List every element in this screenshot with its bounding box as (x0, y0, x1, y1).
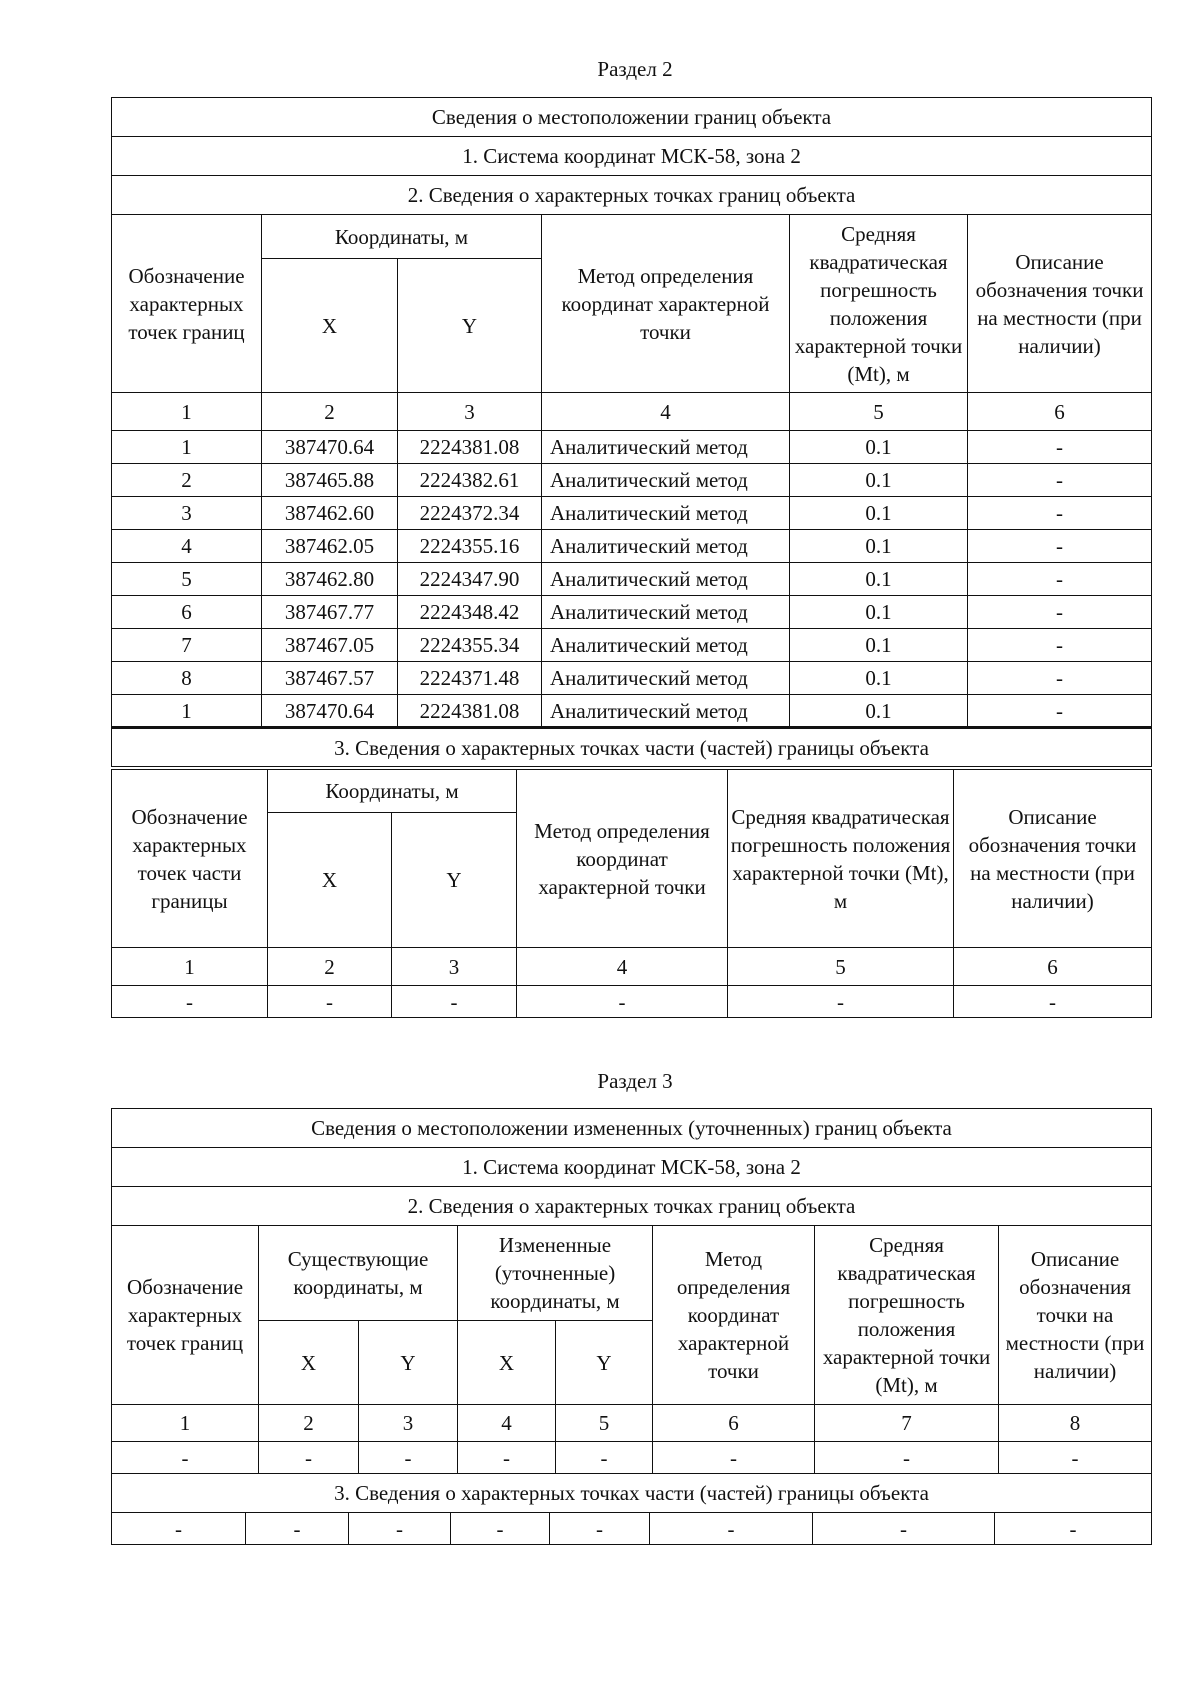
col-num: 3 (398, 393, 542, 431)
section-2-title: Раздел 2 (597, 57, 673, 81)
col-x: X (458, 1321, 556, 1405)
description: - (968, 695, 1152, 728)
cell: - (451, 1513, 550, 1545)
col-num: 4 (517, 948, 728, 986)
coord-y: 2224381.08 (398, 431, 542, 464)
table-row (112, 629, 1152, 662)
cell: - (954, 986, 1152, 1018)
col-error: Средняя квадратическая погрешность положения характерной точки (Mt), м (728, 770, 954, 948)
col-y: Y (359, 1321, 458, 1405)
error-mt: 0.1 (790, 695, 968, 728)
col-x: X (268, 813, 392, 948)
error-mt: 0.1 (790, 596, 968, 629)
method: Аналитический метод (542, 497, 790, 530)
coord-y: 2224382.61 (398, 464, 542, 497)
point-number: 1 (112, 431, 262, 464)
col-y: Y (392, 813, 517, 948)
col-num: 1 (112, 1405, 259, 1442)
table-row (112, 1442, 1152, 1474)
description: - (968, 431, 1152, 464)
col-num: 6 (954, 948, 1152, 986)
cell: - (999, 1442, 1152, 1474)
col-changed-coords: Измененные (уточненные) координаты, м (458, 1226, 653, 1321)
point-number: 2 (112, 464, 262, 497)
column-numbers-row (112, 393, 1152, 431)
col-description: Описание обозначения точки на местности (при наличии) (999, 1226, 1152, 1405)
col-method: Метод определения координат характерной точки (653, 1226, 815, 1405)
section-2-parts-table (111, 769, 1152, 1018)
description: - (968, 497, 1152, 530)
col-existing-coords: Существующие координаты, м (259, 1226, 458, 1321)
col-description: Описание обозначения точки на местности (при наличии) (968, 215, 1152, 393)
coordinate-system: 1. Система координат МСК-58, зона 2 (112, 137, 1152, 176)
table-row (112, 662, 1152, 695)
table-row (112, 563, 1152, 596)
cell: - (268, 986, 392, 1018)
cell: - (458, 1442, 556, 1474)
cell: - (112, 1442, 259, 1474)
col-method: Метод определения координат характерной точки (517, 770, 728, 948)
method: Аналитический метод (542, 629, 790, 662)
coord-y: 2224348.42 (398, 596, 542, 629)
col-coords: Координаты, м (268, 770, 517, 813)
cell: - (728, 986, 954, 1018)
cell: - (246, 1513, 349, 1545)
table-row (112, 596, 1152, 629)
cell: - (112, 1513, 246, 1545)
col-num: 2 (262, 393, 398, 431)
coord-x: 387467.77 (262, 596, 398, 629)
column-numbers-row (112, 1405, 1152, 1442)
coord-y: 2224355.34 (398, 629, 542, 662)
point-number: 3 (112, 497, 262, 530)
col-designation: Обозначение характерных точек границ (112, 215, 262, 393)
col-num: 5 (790, 393, 968, 431)
subsection-part-points: 3. Сведения о характерных точках части (частей) границы объекта (112, 728, 1152, 767)
table-row (112, 497, 1152, 530)
cell: - (517, 986, 728, 1018)
error-mt: 0.1 (790, 497, 968, 530)
col-num: 3 (359, 1405, 458, 1442)
coord-y: 2224355.16 (398, 530, 542, 563)
error-mt: 0.1 (790, 431, 968, 464)
description: - (968, 596, 1152, 629)
section-2-header: Сведения о местоположении границ объекта (112, 98, 1152, 137)
cell: - (359, 1442, 458, 1474)
method: Аналитический метод (542, 431, 790, 464)
col-num: 6 (653, 1405, 815, 1442)
cell: - (653, 1442, 815, 1474)
table-row (112, 695, 1152, 728)
coord-x: 387462.80 (262, 563, 398, 596)
section-3-parts-table (111, 1512, 1152, 1545)
error-mt: 0.1 (790, 464, 968, 497)
section-3-header: Сведения о местоположении измененных (уточненных) границ объекта (112, 1109, 1152, 1148)
col-num: 7 (815, 1405, 999, 1442)
cell: - (650, 1513, 813, 1545)
description: - (968, 464, 1152, 497)
col-error: Средняя квадратическая погрешность положения характерной точки (Mt), м (790, 215, 968, 393)
table-row (112, 431, 1152, 464)
col-y: Y (556, 1321, 653, 1405)
coord-y: 2224381.08 (398, 695, 542, 728)
col-num: 5 (556, 1405, 653, 1442)
cell: - (112, 986, 268, 1018)
method: Аналитический метод (542, 596, 790, 629)
col-num: 6 (968, 393, 1152, 431)
error-mt: 0.1 (790, 629, 968, 662)
point-number: 6 (112, 596, 262, 629)
cell: - (550, 1513, 650, 1545)
point-number: 1 (112, 695, 262, 728)
col-x: X (259, 1321, 359, 1405)
col-x: X (262, 259, 398, 393)
coord-x: 387467.57 (262, 662, 398, 695)
method: Аналитический метод (542, 695, 790, 728)
cell: - (995, 1513, 1152, 1545)
error-mt: 0.1 (790, 563, 968, 596)
coord-x: 387462.05 (262, 530, 398, 563)
description: - (968, 530, 1152, 563)
col-coords: Координаты, м (262, 215, 542, 259)
point-number: 7 (112, 629, 262, 662)
cell: - (259, 1442, 359, 1474)
col-num: 4 (542, 393, 790, 431)
col-designation: Обозначение характерных точек части границы (112, 770, 268, 948)
table-row (112, 464, 1152, 497)
coord-y: 2224347.90 (398, 563, 542, 596)
point-number: 8 (112, 662, 262, 695)
method: Аналитический метод (542, 563, 790, 596)
col-num: 5 (728, 948, 954, 986)
description: - (968, 662, 1152, 695)
coord-y: 2224372.34 (398, 497, 542, 530)
description: - (968, 563, 1152, 596)
subsection-part-points: 3. Сведения о характерных точках части (частей) границы объекта (112, 1474, 1152, 1513)
error-mt: 0.1 (790, 530, 968, 563)
column-numbers-row (112, 948, 1152, 986)
col-num: 2 (268, 948, 392, 986)
table-row (112, 986, 1152, 1018)
cell: - (349, 1513, 451, 1545)
section-3-title: Раздел 3 (597, 1069, 673, 1093)
coord-x: 387470.64 (262, 431, 398, 464)
cell: - (815, 1442, 999, 1474)
col-num: 4 (458, 1405, 556, 1442)
error-mt: 0.1 (790, 662, 968, 695)
point-number: 4 (112, 530, 262, 563)
col-method: Метод определения координат характерной точки (542, 215, 790, 393)
coordinate-system: 1. Система координат МСК-58, зона 2 (112, 1148, 1152, 1187)
col-description: Описание обозначения точки на местности (при наличии) (954, 770, 1152, 948)
table-row (112, 1513, 1152, 1545)
section-3-table (111, 1108, 1152, 1513)
col-error: Средняя квадратическая погрешность положения характерной точки (Mt), м (815, 1226, 999, 1405)
col-designation: Обозначение характерных точек границ (112, 1226, 259, 1405)
coord-x: 387467.05 (262, 629, 398, 662)
col-num: 1 (112, 393, 262, 431)
col-y: Y (398, 259, 542, 393)
coord-y: 2224371.48 (398, 662, 542, 695)
point-number: 5 (112, 563, 262, 596)
method: Аналитический метод (542, 530, 790, 563)
section-2-table (111, 97, 1152, 767)
col-num: 3 (392, 948, 517, 986)
subsection-points: 2. Сведения о характерных точках границ объекта (112, 176, 1152, 215)
coord-x: 387462.60 (262, 497, 398, 530)
table-row (112, 530, 1152, 563)
subsection-points: 2. Сведения о характерных точках границ объекта (112, 1187, 1152, 1226)
method: Аналитический метод (542, 464, 790, 497)
col-num: 1 (112, 948, 268, 986)
coord-x: 387470.64 (262, 695, 398, 728)
cell: - (392, 986, 517, 1018)
cell: - (556, 1442, 653, 1474)
description: - (968, 629, 1152, 662)
coord-x: 387465.88 (262, 464, 398, 497)
method: Аналитический метод (542, 662, 790, 695)
col-num: 2 (259, 1405, 359, 1442)
col-num: 8 (999, 1405, 1152, 1442)
cell: - (813, 1513, 995, 1545)
